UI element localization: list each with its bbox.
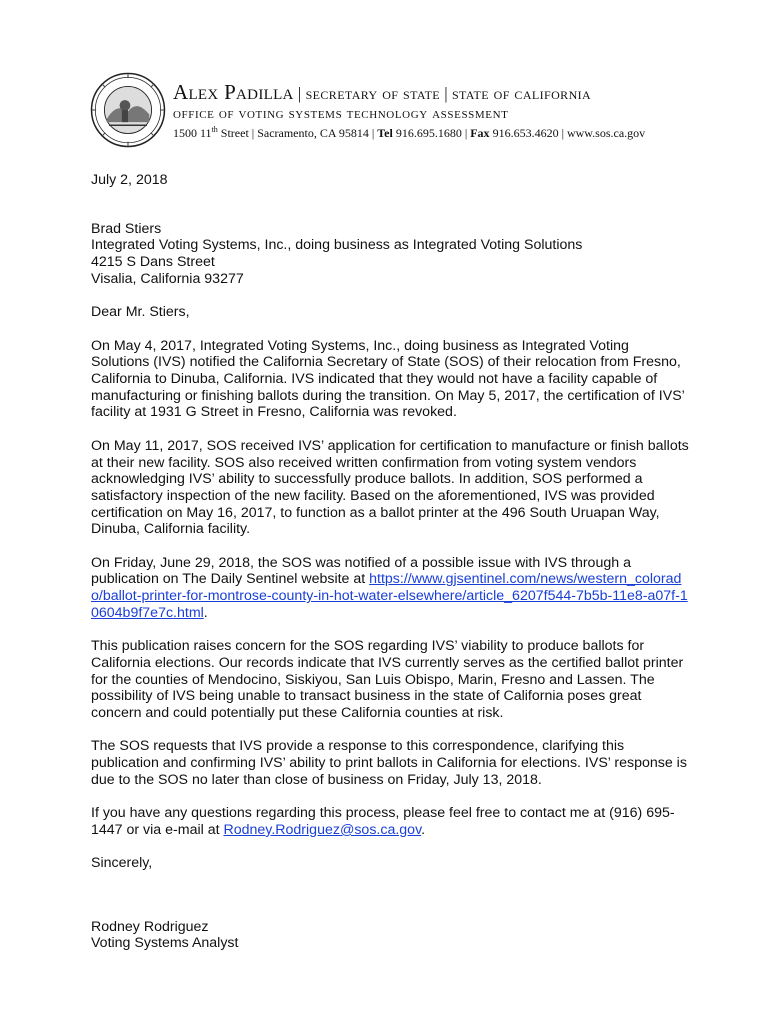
recipient-city: Visalia, California 93277 bbox=[91, 270, 244, 287]
paragraph-publication-text: On Friday, June 29, 2018, the SOS was notified of a possible issue with IVS through a publication on The Daily Sentinel website at bbox=[91, 554, 631, 588]
recipient-company: Integrated Voting Systems, Inc., doing business as Integrated Voting Solutions bbox=[91, 237, 583, 254]
state-seal-icon bbox=[90, 72, 166, 148]
paragraph-certification: On May 11, 2017, SOS received IVS’ application for certification to manufacture or finish ballots at their new facility. SOS also received written confirmation from voting system vendors acknowledging IVS’ ability to successfully produce ballots. In addition, SOS performed a satisfactory inspection of the new facility. Based on the aforementioned, IVS was provided certification on May 16, 2017, to function as a ballot printer at the 496 South Uruapan Way, Dinuba, California facility. bbox=[91, 437, 689, 538]
tel-label: Tel bbox=[377, 126, 393, 140]
fax-value: 916.653.4620 | www.sos.ca.gov bbox=[489, 126, 646, 140]
recipient-address bbox=[91, 221, 691, 288]
recipient-name: Brad Stiers bbox=[91, 220, 162, 237]
fax-label: Fax bbox=[470, 126, 490, 140]
paragraph-contact-end: . bbox=[421, 821, 426, 838]
signer-name: Rodney Rodriguez bbox=[91, 918, 209, 935]
address-street-number: 1500 11 bbox=[173, 126, 212, 140]
paragraph-publication bbox=[91, 555, 691, 622]
letterhead-address bbox=[173, 125, 645, 141]
letterhead-separator: | bbox=[293, 84, 306, 103]
article-link[interactable]: https://www.gjsentinel.com/news/western_colorado/ballot-printer-for-montrose-county-in-hot-water-elsewhere/article_6207f544-7b5b-11e8-a07f-10604b9f7e7c.html bbox=[91, 571, 688, 621]
paragraph-publication-end: . bbox=[203, 604, 208, 621]
letter-body bbox=[91, 172, 691, 952]
letterhead-office: office of voting systems technology assessment bbox=[173, 106, 509, 122]
signer-title: Voting Systems Analyst bbox=[91, 935, 239, 952]
letterhead-title: secretary of state bbox=[305, 84, 441, 103]
paragraph-contact bbox=[91, 805, 691, 838]
letterhead-state: state of california bbox=[451, 84, 592, 103]
letterhead-separator: | bbox=[440, 84, 452, 103]
letter-date: July 2, 2018 bbox=[91, 172, 168, 188]
paragraph-request: The SOS requests that IVS provide a response to this correspondence, clarifying this publication and confirming IVS’ ability to print ballots in California for elections. IVS’ response is due to the SOS no later than close of business on Friday, July 13, 2018. bbox=[91, 738, 687, 788]
paragraph-concern: This publication raises concern for the SOS regarding IVS’ viability to produce ballots for California elections. Our records indicate that IVS currently serves as the certified ballot printer for the counties of Mendocino, Siskiyou, San Luis Obispo, Marin, Fresno and Lassen. The possibility of IVS being unable to transact business in the state of California poses great concern and could potentially put these California counties at risk. bbox=[91, 638, 684, 722]
salutation: Dear Mr. Stiers, bbox=[91, 304, 190, 321]
letterhead-name-line bbox=[173, 80, 591, 105]
signature-space bbox=[91, 889, 691, 919]
paragraph-contact-text: If you have any questions regarding this process, please feel free to contact me at (916) 695-1447 or via e-mail at bbox=[91, 805, 675, 838]
email-link[interactable]: Rodney.Rodriguez@sos.ca.gov bbox=[223, 821, 422, 838]
tel-value: 916.695.1680 | bbox=[392, 126, 471, 140]
closing: Sincerely, bbox=[91, 855, 153, 872]
address-ordinal: th bbox=[211, 125, 218, 134]
letterhead-official-name: Alex Padilla bbox=[173, 80, 294, 104]
address-street: Street | Sacramento, CA 95814 | bbox=[217, 126, 378, 140]
recipient-street: 4215 S Dans Street bbox=[91, 254, 215, 271]
paragraph-relocation: On May 4, 2017, Integrated Voting Systems, Inc., doing business as Integrated Voting Solutions (IVS) notified the California Secretary of State (SOS) of their relocation from Fresno, California to Dinuba, California. IVS indicated that they would not have a facility capable of manufacturing or finishing ballots during the transition. On May 5, 2017, the certification of IVS’ facility at 1931 G Street in Fresno, California was revoked. bbox=[91, 337, 685, 421]
